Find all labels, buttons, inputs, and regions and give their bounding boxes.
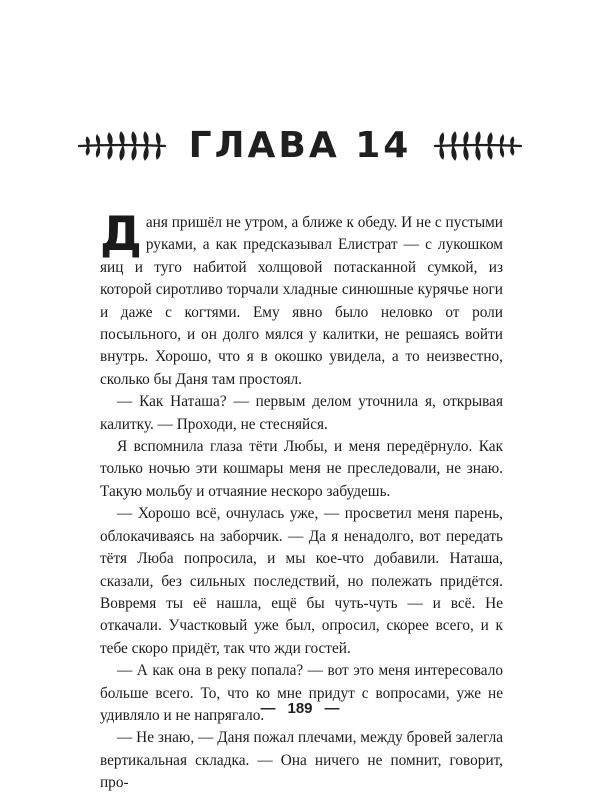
footer-dash-left: —: [260, 700, 276, 717]
paragraph: [100, 207, 503, 391]
paragraph-text: аня пришёл не утром, а ближе к обеду. И не с пустыми руками, а как предсказывал Елистрат — с лукошком яиц и туго набитой холщовой потасканной сумкой, из которой сиротливо торчали хладные синюшные курячье ноги и даже с когтями. Ему явно было неловко от роли посыльного, и он долго мялся у калитки, не решаясь войти внутрь. Хорошо, что я в окошко увидела, а то неизвестно, сколько бы Даня там простоял.: [100, 214, 503, 388]
drop-cap: Д: [100, 207, 142, 262]
paragraph: — Как Наташа? — первым делом уточнила я, открывая калитку. — Проходи, не стесняйся.: [100, 393, 503, 433]
page-number: 189: [287, 700, 313, 717]
paragraph: — А как она в реку попала? — вот это меня интересовало больше всего. То, что ко мне придут с вопросами, уже не удивляло и не напрягало.: [100, 662, 503, 724]
chapter-header: [0, 124, 600, 168]
footer-dash-right: —: [324, 700, 340, 717]
chapter-title: ГЛАВА 14: [188, 125, 412, 166]
leaf-branch-right-icon: [433, 128, 525, 164]
paragraph: Я вспомнила глаза тёти Любы, и меня передёрнуло. Как только ночью эти кошмары меня не преследовали, не знаю. Такую мольбу и отчаяние нескоро забудешь.: [100, 438, 503, 500]
paragraph: — Хорошо всё, очнулась уже, — просветил меня парень, облокачиваясь на заборчик. — Да я ненадолго, вот передать тётя Люба попросила, и мы кое-что добавили. Наташа, сказали, без сильных последствий, но полежать придётся. Вовремя ты её нашла, ещё бы чуть-чуть — и всё. Не откачали. Участковый уже был, опросил, скорее всего, и к тебе скоро придёт, так что жди гостей.: [100, 505, 503, 657]
leaf-branch-left-icon: [75, 128, 167, 164]
paragraph: — Не знаю, — Даня пожал плечами, между бровей залегла вертикальная складка. — Она ничего не помнит, говорит, про-: [100, 729, 503, 792]
page-footer: [0, 700, 600, 717]
